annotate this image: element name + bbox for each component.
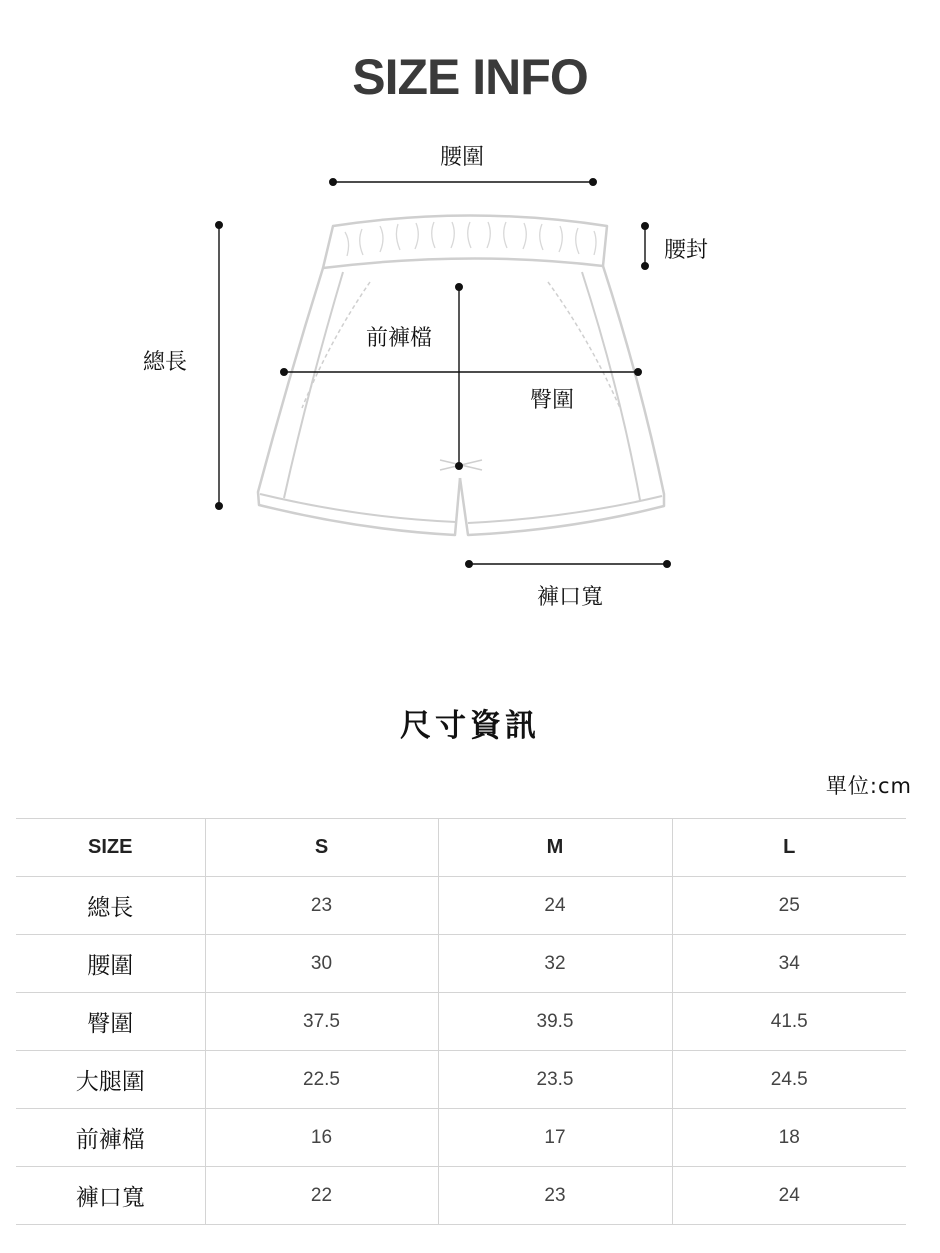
cell-value: 34 [672, 935, 906, 993]
cell-value: 37.5 [205, 993, 438, 1051]
cell-value: 22 [205, 1167, 438, 1225]
table-row [16, 1109, 906, 1167]
cell-value: 32 [438, 935, 672, 993]
table-row [16, 1167, 906, 1225]
cell-value: 22.5 [205, 1051, 438, 1109]
row-name: 腰圍 [16, 935, 205, 993]
header-size: SIZE [16, 819, 205, 877]
cell-value: 24 [438, 877, 672, 935]
cell-value: 23.5 [438, 1051, 672, 1109]
table-row [16, 877, 906, 935]
table-header-row [16, 819, 906, 877]
row-name: 總長 [16, 877, 205, 935]
header-l: L [672, 819, 906, 877]
label-leg-opening: 褲口寬 [537, 585, 604, 610]
page-title: SIZE INFO [352, 49, 588, 105]
cell-value: 39.5 [438, 993, 672, 1051]
label-total-length: 總長 [143, 350, 188, 375]
cell-value: 18 [672, 1109, 906, 1167]
cell-value: 24.5 [672, 1051, 906, 1109]
table-row [16, 993, 906, 1051]
cell-value: 17 [438, 1109, 672, 1167]
unit-label: 單位:cm [825, 774, 912, 798]
cell-value: 23 [205, 877, 438, 935]
label-front-rise: 前褲檔 [366, 326, 433, 351]
cell-value: 23 [438, 1167, 672, 1225]
table-row [16, 935, 906, 993]
row-name: 前褲檔 [16, 1109, 205, 1167]
cell-value: 30 [205, 935, 438, 993]
row-name: 臀圍 [16, 993, 205, 1051]
label-hip: 臀圍 [530, 388, 575, 413]
label-waistband: 腰封 [664, 238, 709, 263]
cell-value: 25 [672, 877, 906, 935]
size-table [16, 818, 906, 1225]
row-name: 大腿圍 [16, 1051, 205, 1109]
cell-value: 41.5 [672, 993, 906, 1051]
row-name: 褲口寬 [16, 1167, 205, 1225]
label-waist: 腰圍 [440, 145, 485, 170]
header-m: M [438, 819, 672, 877]
header-s: S [205, 819, 438, 877]
table-row [16, 1051, 906, 1109]
cell-value: 24 [672, 1167, 906, 1225]
section-title: 尺寸資訊 [400, 708, 540, 744]
cell-value: 16 [205, 1109, 438, 1167]
